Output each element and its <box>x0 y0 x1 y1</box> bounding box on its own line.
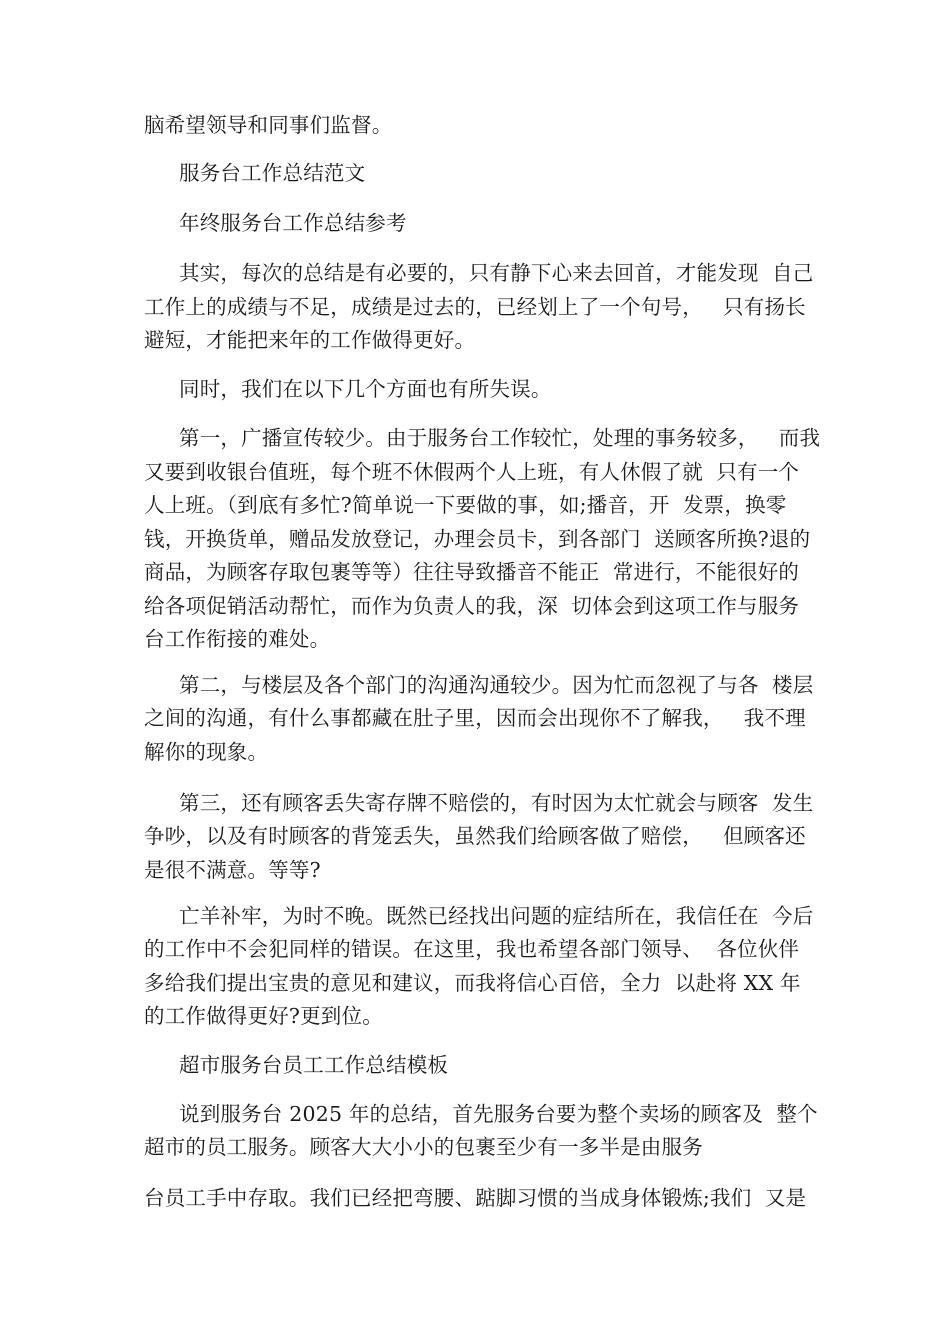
text-line: 台工作衔接的难处。 <box>144 627 331 651</box>
text-line: 台员工手中存取。我们已经把弯腰、踮脚习惯的当成身体锻炼;我们 又是 <box>144 1186 807 1210</box>
text-line: 的工作中不会犯同样的错误。在这里，我也希望各部门领导、 各位伙伴 <box>144 937 800 961</box>
text-line: 脑希望领导和同事们监督。 <box>144 113 393 137</box>
text-line: 避短，才能把来年的工作做得更好。 <box>144 328 476 352</box>
text-line: 亡羊补牢，为时不晚。既然已经找出问题的症结所在，我信任在 今后 <box>179 904 814 928</box>
section-heading: 服务台工作总结范文 <box>179 161 366 185</box>
text-line: 第一，广播宣传较少。由于服务台工作较忙，处理的事务较多， 而我 <box>179 426 821 450</box>
text-line: 超市的员工服务。顾客大大小小的包裹至少有一多半是由服务 <box>144 1135 703 1159</box>
text-line: 的工作做得更好?更到位。 <box>144 1004 383 1028</box>
text-line: 其实，每次的总结是有必要的，只有静下心来去回首，才能发现 自己 <box>179 261 814 285</box>
text-line: 钱，开换货单，赠品发放登记，办理会员卡，到各部门 送顾客所换?退的 <box>144 527 811 551</box>
section-heading: 年终服务台工作总结参考 <box>179 211 407 235</box>
text-line: 之间的沟通，有什么事都藏在肚子里，因而会出现你不了解我， 我不理 <box>144 706 806 730</box>
text-line: 说到服务台 2025 年的总结，首先服务台要为整个卖场的顾客及 整个 <box>179 1102 818 1126</box>
text-line: 又要到收银台值班，每个班不休假两个人上班，有人休假了就 只有一个 <box>144 460 800 484</box>
text-line: 工作上的成绩与不足，成绩是过去的，已经划上了一个句号， 只有扬长 <box>144 295 806 319</box>
text-line: 第三，还有顾客丢失寄存牌不赔偿的，有时因为太忙就会与顾客 发生 <box>179 791 814 815</box>
text-line: 给各项促销活动帮忙，而作为负责人的我，深 切体会到这项工作与服务 <box>144 594 800 618</box>
text-line: 人上班。（到底有多忙?简单说一下要做的事，如;播音，开 发票，换零 <box>144 493 787 517</box>
text-line: 商品，为顾客存取包裹等等）往往导致播音不能正 常进行，不能很好的 <box>144 560 800 584</box>
text-line: 第二，与楼层及各个部门的沟通沟通较少。因为忙而忽视了与各 楼层 <box>179 673 814 697</box>
text-line: 解你的现象。 <box>144 740 269 764</box>
text-line: 争吵，以及有时顾客的背笼丢失，虽然我们给顾客做了赔偿， 但顾客还 <box>144 824 806 848</box>
text-line: 多给我们提出宝贵的意见和建议，而我将信心百倍，全力 以赴将 XX 年 <box>144 971 801 995</box>
section-heading: 超市服务台员工工作总结模板 <box>179 1053 449 1077</box>
text-line: 是很不满意。等等? <box>144 858 321 882</box>
text-line: 同时，我们在以下几个方面也有所失误。 <box>179 377 552 401</box>
